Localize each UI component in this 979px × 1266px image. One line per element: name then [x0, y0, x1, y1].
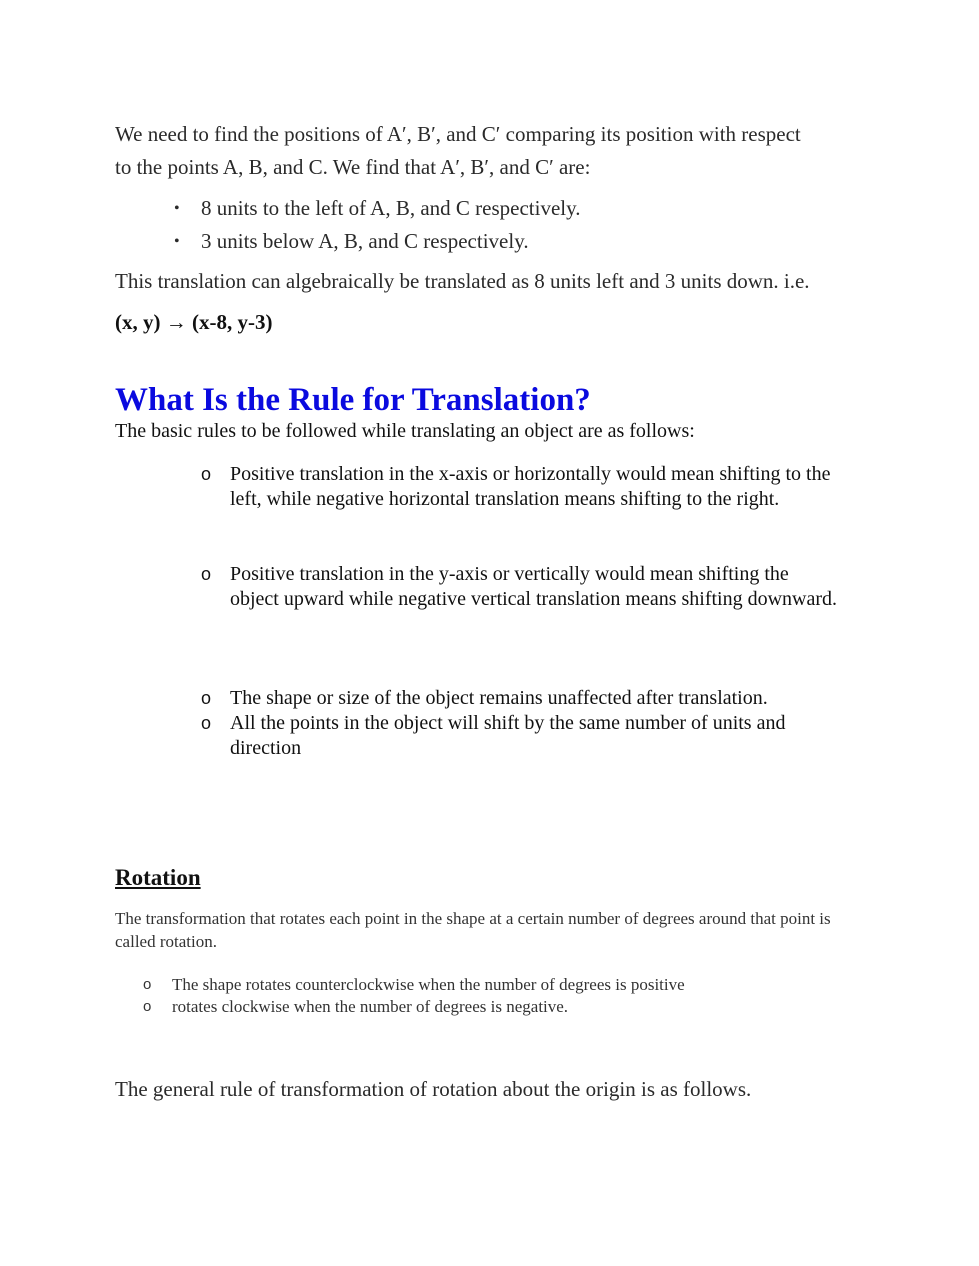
- intro-paragraph-line-1: We need to find the positions of A′, B′, and C′ comparing its position with respect: [115, 122, 801, 146]
- rule-text: Positive translation in the y-axis or vertically would mean shifting the object upward while negative vertical translation means shifting downward.: [230, 563, 838, 610]
- intro-paragraph-line-2: to the points A, B, and C. We find that A′, B′, and C′ are:: [115, 155, 591, 179]
- circle-bullet-icon: o: [201, 464, 212, 484]
- translation-formula: (x, y) → (x-8, y-3): [115, 310, 273, 334]
- circle-bullet-icon: o: [201, 688, 212, 708]
- circle-bullet-icon: o: [201, 564, 212, 584]
- rule-text: Positive translation in the x-axis or horizontally would mean shifting to the left, while negative horizontal translation means shifting to the right.: [230, 463, 831, 510]
- bullet-text: 8 units to the left of A, B, and C respectively.: [201, 196, 581, 220]
- bullet-text: 3 units below A, B, and C respectively.: [201, 229, 529, 253]
- conclusion-text: This translation can algebraically be translated as 8 units left and 3 units down. i.e.: [115, 269, 810, 293]
- bullet-icon: •: [174, 233, 180, 250]
- translation-rules-heading: What Is the Rule for Translation?: [115, 382, 591, 418]
- circle-bullet-icon: o: [143, 976, 152, 993]
- rotation-definition: The transformation that rotates each point in the shape at a certain number of degrees around that point is called rotation.: [115, 909, 831, 951]
- translation-rules-intro: The basic rules to be followed while translating an object are as follows:: [115, 420, 695, 442]
- rotation-general-rule: The general rule of transformation of rotation about the origin is as follows.: [115, 1077, 752, 1101]
- rule-text: The shape or size of the object remains unaffected after translation.: [230, 687, 768, 709]
- rule-text: All the points in the object will shift by the same number of units and direction: [230, 712, 786, 759]
- circle-bullet-icon: o: [143, 998, 152, 1015]
- circle-bullet-icon: o: [201, 713, 212, 733]
- intro-paragraph: [115, 118, 875, 184]
- rotation-rule-text: rotates clockwise when the number of degrees is negative.: [172, 997, 569, 1016]
- bullet-icon: •: [174, 200, 180, 217]
- rotation-rule-text: The shape rotates counterclockwise when the number of degrees is positive: [172, 975, 685, 994]
- rotation-heading: Rotation: [115, 865, 201, 890]
